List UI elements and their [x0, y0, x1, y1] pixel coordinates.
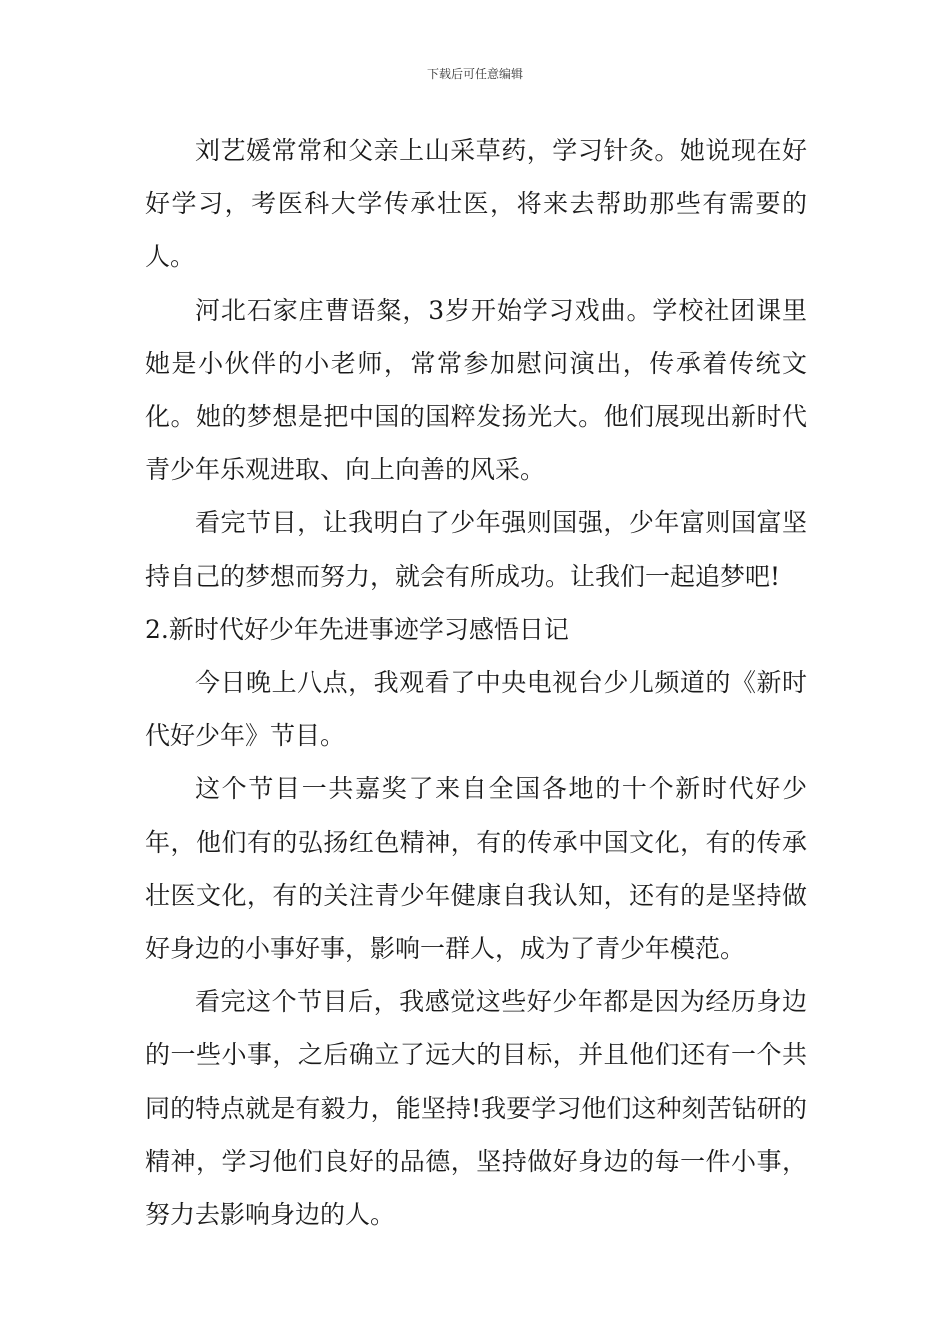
paragraph: 刘艺媛常常和父亲上山采草药，学习针灸。她说现在好好学习，考医科大学传承壮医，将来去帮助那些有需要的人。: [145, 136, 807, 272]
paragraph: 这个节目一共嘉奖了来自全国各地的十个新时代好少年，他们有的弘扬红色精神，有的传承中国文化，有的传承壮医文化，有的关注青少年健康自我认知，还有的是坚持做好身边的小事好事，影响一群人，成为了青少年模范。: [145, 774, 807, 964]
paragraph: 今日晚上八点，我观看了中央电视台少儿频道的《新时代好少年》节目。: [145, 668, 807, 751]
paragraph: 看完节目，让我明白了少年强则国强，少年富则国富坚持自己的梦想而努力，就会有所成功。让我们一起追梦吧!: [145, 508, 807, 591]
header-note: 下载后可任意编辑: [426, 67, 523, 81]
paragraph: 看完这个节目后，我感觉这些好少年都是因为经历身边的一些小事，之后确立了远大的目标，并且他们还有一个共同的特点就是有毅力，能坚持!我要学习他们这种刻苦钻研的精神，学习他们良好的品德，坚持做好身边的每一件小事，努力去影响身边的人。: [145, 987, 807, 1230]
section-heading: 2.新时代好少年先进事迹学习感悟日记: [145, 614, 569, 644]
document-body: [145, 124, 807, 1241]
paragraph: 河北石家庄曹语粲，3岁开始学习戏曲。学校社团课里她是小伙伴的小老师，常常参加慰问演出，传承着传统文化。她的梦想是把中国的国粹发扬光大。他们展现出新时代青少年乐观进取、向上向善的风采。: [145, 295, 807, 485]
